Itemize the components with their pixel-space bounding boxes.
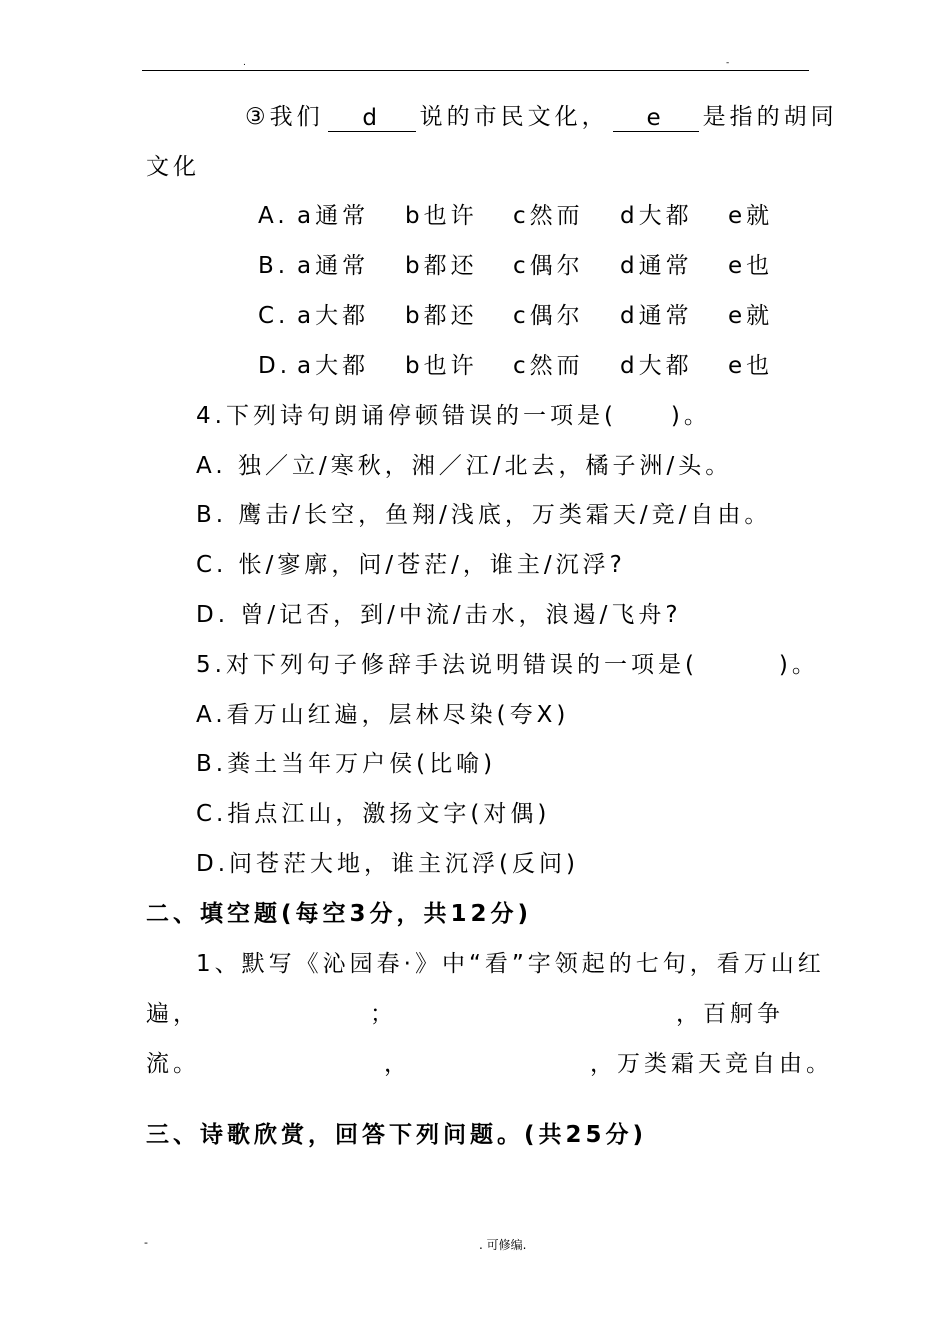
q3-blank-d: d [328,103,416,132]
q3-option-b-d: d通常 [620,253,693,279]
section-2-q1-line3-mid: ， [384,1051,411,1077]
q5-option-d: D.问苍茫大地，谁主沉浮(反问) [196,851,579,877]
q3-option-b-label: B. [258,253,290,279]
q3-option-c-e: e就 [728,303,774,329]
q3-option-d-a: a大都 [297,353,370,379]
section-2-q1-line2-mid: ； [370,1001,397,1027]
q3-option-d-d: d大都 [620,353,693,379]
q3-option-a-label: A. [258,203,289,229]
q3-option-c-c: c偶尔 [513,303,584,329]
header-left-mark: . [243,58,246,68]
q3-option-a-e: e就 [728,203,774,229]
footer-left-mark: - [144,1236,148,1249]
q3-option-a-c: c然而 [513,203,584,229]
q3-prefix: ③我们 [245,104,324,130]
q4-stem: 4.下列诗句朗诵停顿错误的一项是( )。 [196,403,711,429]
q3-blank-e: e [613,103,699,132]
q5-option-b: B.粪土当年万户侯(比喻) [196,751,497,777]
q3-option-a-b: b也许 [405,203,478,229]
section-2-q1-line3-start: 流。 [146,1051,200,1077]
q3-option-d-e: e也 [728,353,774,379]
q3-option-d-b: b也许 [405,353,478,379]
q3-option-a-d: d大都 [620,203,693,229]
q3-option-c-a: a大都 [297,303,370,329]
footer-text: . 可修编. [479,1238,527,1252]
q3-option-c-label: C. [258,303,290,329]
header-rule [142,70,809,71]
q3-option-d-label: D. [258,353,292,379]
q3-suffix: 是指的胡同 [702,104,838,130]
q3-middle: 说的市民文化， [419,104,609,130]
q3-option-d-c: c然而 [513,353,584,379]
q3-stem [245,102,838,132]
q4-option-d: D. 曾/记否，到/中流/击水，浪遏/飞舟? [196,602,682,628]
q4-option-c: C. 怅/寥廓，问/苍茫/，谁主/沉浮? [196,552,626,578]
q3-option-c-d: d通常 [620,303,693,329]
q3-option-b-e: e也 [728,253,774,279]
q3-option-c-b: b都还 [405,303,478,329]
section-3-title: 三、诗歌欣赏，回答下列问题。(共25分) [146,1122,648,1148]
q4-option-a: A. 独／立/寒秋，湘／江/北去，橘子洲/头。 [196,453,733,479]
q4-option-b: B. 鹰击/长空，鱼翔/浅底，万类霜天/竞/自由。 [196,502,772,528]
header-right-mark: - [726,58,730,68]
q5-option-a: A.看万山红遍，层林尽染(夸X) [196,702,570,728]
q3-option-b-b: b都还 [405,253,478,279]
q3-stem-continued: 文化 [146,154,200,180]
section-2-q1-line1: 1、默写《沁园春·》中“看”字领起的七句，看万山红 [196,951,825,977]
q3-option-a-a: a通常 [297,203,370,229]
q5-option-c: C.指点江山，激扬文字(对偶) [196,801,551,827]
section-2-title: 二、填空题(每空3分，共12分) [146,901,533,927]
section-2-q1-line2-start: 遍， [146,1001,200,1027]
q5-stem: 5.对下列句子修辞手法说明错误的一项是( )。 [196,652,819,678]
section-2-q1-line3-end: ，万类霜天竞自由。 [590,1051,833,1077]
q3-option-b-c: c偶尔 [513,253,584,279]
q3-option-b-a: a通常 [297,253,370,279]
section-2-q1-line2-end: ，百舸争 [676,1001,784,1027]
